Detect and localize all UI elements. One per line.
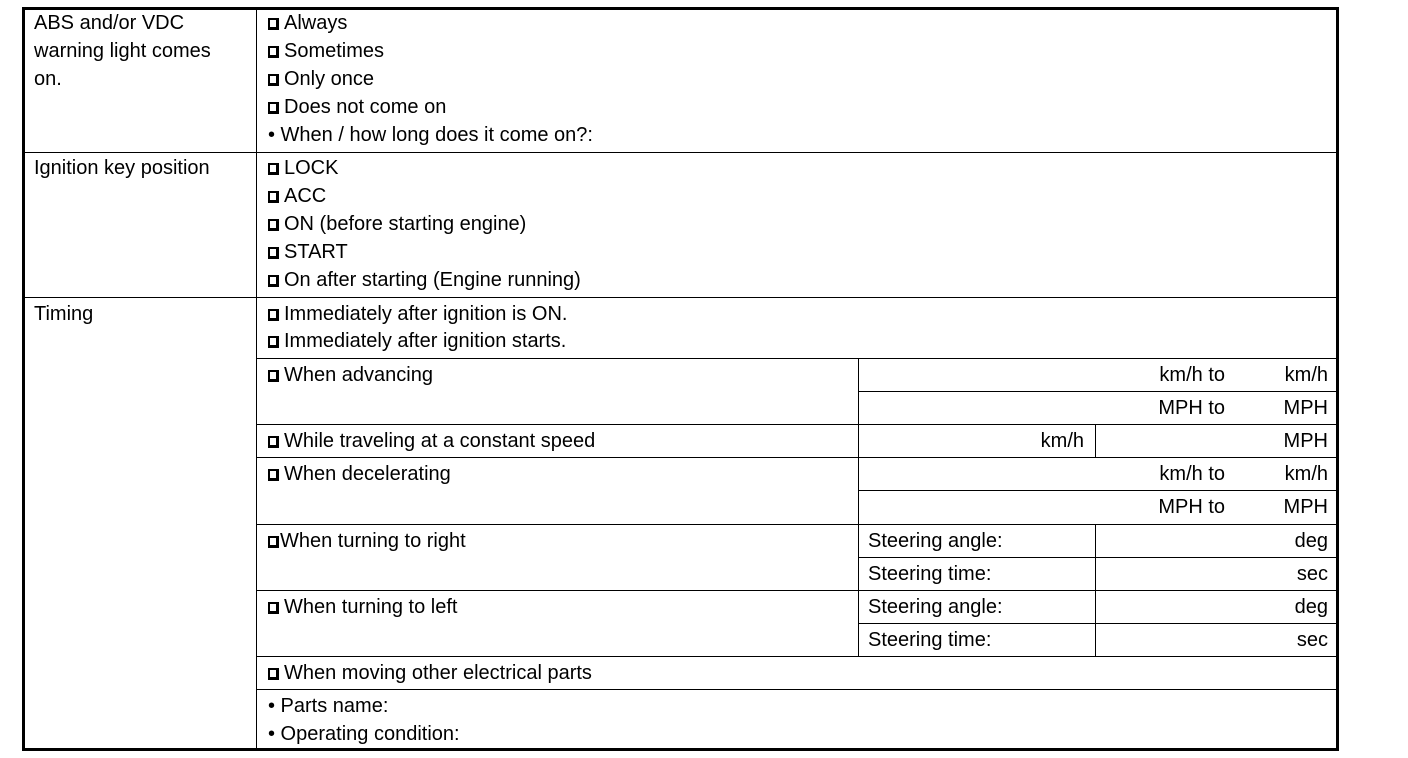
abs-note: • When / how long does it come on?: — [268, 124, 593, 146]
turn-right-time-unit: sec — [1296, 563, 1328, 585]
divider-advancing — [257, 358, 1337, 359]
checkbox-icon[interactable] — [268, 275, 279, 287]
timing-option-electrical[interactable] — [268, 661, 592, 685]
advancing-mph-to-unit: MPH — [1283, 397, 1328, 419]
timing-option-turn-right[interactable] — [268, 529, 466, 553]
timing-label: Timing — [34, 303, 94, 325]
frame-bottom — [22, 748, 1339, 751]
advancing-kmh-from-unit: km/h to — [1159, 364, 1225, 386]
abs-label-line-3: on. — [34, 68, 62, 90]
operating-condition-label: • Operating condition: — [268, 723, 460, 745]
constant-mph-unit: MPH — [1283, 430, 1328, 452]
option-label: When turning to right — [280, 530, 466, 552]
option-label: When decelerating — [284, 463, 451, 485]
frame-left — [22, 7, 25, 751]
option-label: Only once — [284, 68, 375, 90]
turn-left-angle-unit: deg — [1294, 596, 1328, 618]
abs-label-line-2: warning light comes — [34, 40, 211, 62]
timing-option-ignition-on[interactable] — [268, 302, 567, 326]
checkbox-icon[interactable] — [268, 336, 279, 348]
checkbox-icon[interactable] — [268, 18, 279, 30]
checkbox-icon[interactable] — [268, 191, 279, 203]
checkbox-icon[interactable] — [268, 602, 279, 614]
turn-right-time-label: Steering time: — [868, 563, 992, 585]
turn-left-time-unit: sec — [1296, 629, 1328, 651]
option-label: START — [284, 241, 348, 263]
checkbox-icon[interactable] — [268, 247, 279, 259]
divider-turn-left-inner — [858, 623, 1337, 624]
option-label: When advancing — [284, 364, 433, 386]
checkbox-icon[interactable] — [268, 46, 279, 58]
frame-right — [1336, 7, 1339, 751]
option-label: Immediately after ignition is ON. — [284, 303, 568, 325]
divider-decelerating-inner — [858, 490, 1337, 491]
option-label: Sometimes — [284, 40, 385, 62]
turn-right-angle-label: Steering angle: — [868, 530, 1003, 552]
abs-option-does-not-come-on[interactable] — [268, 95, 446, 119]
timing-option-decelerating[interactable] — [268, 462, 451, 486]
divider-ignition — [24, 297, 1337, 298]
option-label: Immediately after ignition starts. — [284, 330, 567, 352]
option-label: When moving other electrical parts — [284, 662, 592, 684]
col-divider-value — [858, 358, 859, 657]
divider-turn-right — [257, 524, 1337, 525]
abs-option-sometimes[interactable] — [268, 39, 384, 63]
col-divider-constant — [1095, 424, 1096, 458]
timing-option-turn-left[interactable] — [268, 595, 457, 619]
col-divider-steering — [1095, 524, 1096, 657]
divider-decelerating — [257, 457, 1337, 458]
turn-left-time-label: Steering time: — [868, 629, 992, 651]
parts-name-label: • Parts name: — [268, 695, 389, 717]
decelerating-kmh-from-unit: km/h to — [1159, 463, 1225, 485]
ignition-option-lock[interactable] — [268, 156, 338, 180]
option-label: Always — [284, 12, 348, 34]
abs-option-only-once[interactable] — [268, 67, 374, 91]
checkbox-icon[interactable] — [268, 309, 279, 321]
decelerating-mph-to-unit: MPH — [1283, 496, 1328, 518]
label-divider — [256, 9, 257, 750]
turn-left-angle-label: Steering angle: — [868, 596, 1003, 618]
ignition-option-start[interactable] — [268, 240, 348, 264]
checkbox-icon[interactable] — [268, 668, 279, 680]
divider-parts — [257, 689, 1337, 690]
abs-option-always[interactable] — [268, 11, 347, 35]
ignition-option-running[interactable] — [268, 268, 581, 292]
checkbox-icon[interactable] — [268, 219, 279, 231]
divider-electrical — [257, 656, 1337, 657]
checkbox-icon[interactable] — [268, 436, 279, 448]
ignition-option-acc[interactable] — [268, 184, 326, 208]
advancing-kmh-to-unit: km/h — [1284, 364, 1328, 386]
divider-constant — [257, 424, 1337, 425]
frame-top — [22, 7, 1339, 10]
checkbox-icon[interactable] — [268, 102, 279, 114]
timing-option-advancing[interactable] — [268, 363, 433, 387]
option-label: When turning to left — [284, 596, 458, 618]
checkbox-icon[interactable] — [268, 74, 279, 86]
decelerating-mph-from-unit: MPH to — [1158, 496, 1225, 518]
option-label: LOCK — [284, 157, 339, 179]
advancing-mph-from-unit: MPH to — [1158, 397, 1225, 419]
option-label: ON (before starting engine) — [284, 213, 527, 235]
decelerating-kmh-to-unit: km/h — [1284, 463, 1328, 485]
turn-right-angle-unit: deg — [1294, 530, 1328, 552]
checkbox-icon[interactable] — [268, 163, 279, 175]
checkbox-icon[interactable] — [268, 536, 279, 548]
option-label: While traveling at a constant speed — [284, 430, 596, 452]
divider-turn-left — [257, 590, 1337, 591]
option-label: Does not come on — [284, 96, 447, 118]
divider-turn-right-inner — [858, 557, 1337, 558]
ignition-label: Ignition key position — [34, 157, 210, 179]
checkbox-icon[interactable] — [268, 469, 279, 481]
timing-option-constant-speed[interactable] — [268, 429, 595, 453]
ignition-option-on[interactable] — [268, 212, 526, 236]
timing-option-ignition-starts[interactable] — [268, 329, 566, 353]
abs-label-line-1: ABS and/or VDC — [34, 12, 185, 34]
divider-advancing-inner — [858, 391, 1337, 392]
divider-abs — [24, 152, 1337, 153]
constant-kmh-unit: km/h — [1040, 430, 1084, 452]
option-label: ACC — [284, 185, 327, 207]
option-label: On after starting (Engine running) — [284, 269, 581, 291]
checkbox-icon[interactable] — [268, 370, 279, 382]
